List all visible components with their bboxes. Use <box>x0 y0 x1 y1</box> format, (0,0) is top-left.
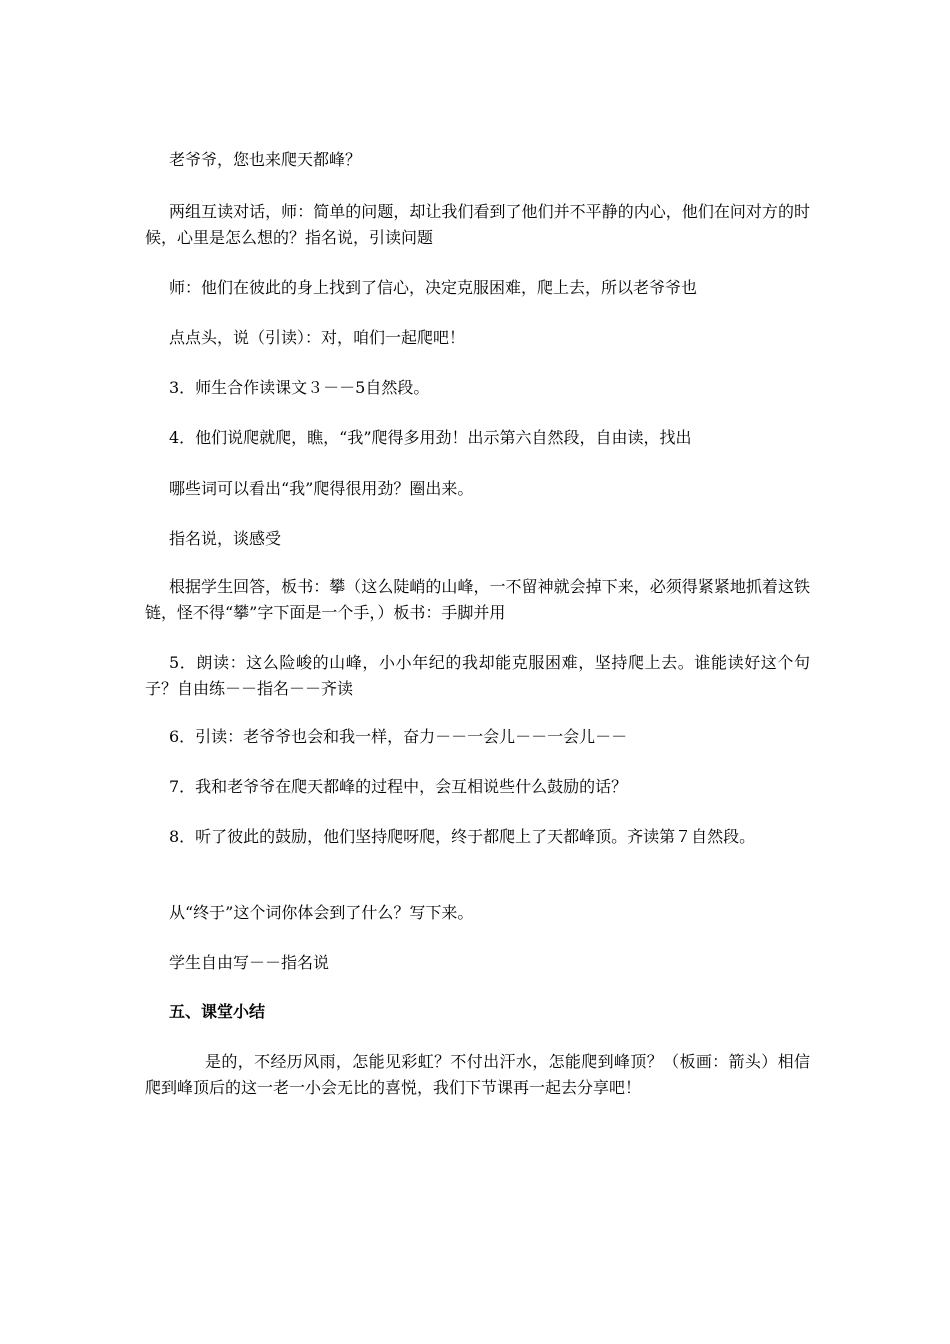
section-heading-summary: 五、课堂小结 <box>169 1002 266 1021</box>
paragraph-nod-guide-reading: 点点头，说（引读）：对，咱们一起爬吧！ <box>169 328 466 347</box>
paragraph-step-4: 4．他们说爬就爬，瞧，“我”爬得多用劲！出示第六自然段，自由读，找出 <box>169 428 692 447</box>
paragraph-step-3: 3．师生合作读课文３－－5自然段。 <box>169 378 430 397</box>
paragraph-step-6: 6．引读：老爷爷也会和我一样，奋力－－一会儿－－一会儿－－ <box>169 727 628 746</box>
paragraph-step-8: 8．听了彼此的鼓励，他们坚持爬呀爬，终于都爬上了天都峰顶。齐读第７自然段。 <box>169 827 756 846</box>
paragraph-teacher-confidence: 师：他们在彼此的身上找到了信心，决定克服困难，爬上去，所以老爷爷也 <box>169 278 698 297</box>
paragraph-group-reading: 两组互读对话，师：简单的问题，却让我们看到了他们并不平静的内心，他们在问对方的时候，心里是怎么想的？指名说，引读问题 <box>145 202 810 247</box>
paragraph-step-7: 7．我和老爷爷在爬天都峰的过程中，会互相说些什么鼓励的话？ <box>169 777 628 796</box>
paragraph-finally-question: 从“终于”这个词你体会到了什么？写下来。 <box>169 903 474 922</box>
paragraph-free-writing: 学生自由写－－指名说 <box>169 953 330 972</box>
paragraph-step-5: 5．朗读：这么险峻的山峰，小小年纪的我却能克服困难，坚持爬上去。谁能读好这个句子？自由练－－指名－－齐读 <box>145 653 810 698</box>
paragraph-step-4-continued: 哪些词可以看出“我”爬得很用劲？圈出来。 <box>169 479 474 498</box>
paragraph-share-feelings: 指名说，谈感受 <box>169 529 282 548</box>
paragraph-summary: 是的，不经历风雨，怎能见彩虹？不付出汗水，怎能爬到峰顶？（板画：箭头）相信爬到峰顶后的这一老一小会无比的喜悦，我们下节课再一起去分享吧！ <box>145 1052 810 1097</box>
paragraph-dialogue-question: 老爷爷，您也来爬天都峰？ <box>169 150 362 169</box>
paragraph-blackboard-climb: 根据学生回答，板书：攀（这么陡峭的山峰，一不留神就会掉下来，必须得紧紧地抓着这铁链，怪不得“攀”字下面是一个手，）板书：手脚并用 <box>145 577 810 622</box>
